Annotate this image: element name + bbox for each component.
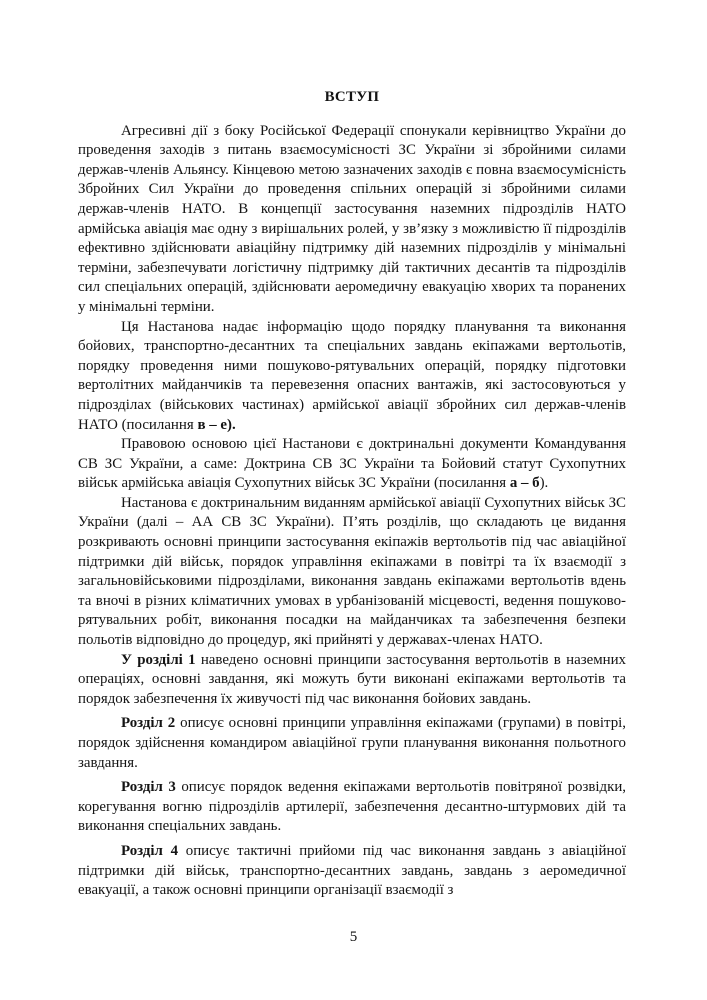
section-4-label: Розділ 4 bbox=[121, 842, 179, 859]
paragraph-intro: Агресивні дії з боку Російської Федерації спонукали керівництво України до проведення заходів з питань взаємосумісності ЗС України зі збройними силами держав-членів Альянсу. Кінцевою метою зазначених заходів є повна взаємосумісність Збройних Сил України до проведення спільних операцій зі збройними силами держав-членів НАТО. В концепції застосування наземних підрозділів НАТО армійська авіація має одну з вирішальних ролей, у зв’язку з можливістю її підрозділів ефективно здійснювати авіаційну підтримку дій наземних підрозділів у мінімальні терміни, забезпечувати логістичну підтримку дій тактичних десантів та підрозділів сил спеціальних операцій, здійснювати аеромедичну евакуацію хворих та поранених у мінімальні терміни. bbox=[78, 122, 626, 315]
paragraph-purpose bbox=[78, 318, 626, 436]
paragraph-purpose-text: Ця Настанова надає інформацію щодо порядку планування та виконання бойових, транспортно-десантних та спеціальних завдань екіпажами вертольотів, порядку проведення ними пошуково-рятувальних операцій, порядку підготовки вертолітних майданчиків та перевезення опасних вантажів, які застосовуються у підрозділах (військових частинах) армійської авіації збройних сил держав-членів НАТО (посилання bbox=[78, 318, 626, 433]
paragraph-legal-basis-tail: ). bbox=[539, 475, 549, 492]
section-4-text: описує тактичні прийоми під час виконання завдань з авіаційної підтримки дій військ, транспортно-десантних завдань, завдань з аеромедичної евакуації, а також основні принципи організації взаємодії з bbox=[78, 842, 626, 899]
section-3-text: описує порядок ведення екіпажами вертольотів повітряної розвідки, корегування вогню підрозділів артилерії, забезпечення десантно-штурмових дій та виконання спеціальних завдань. bbox=[78, 779, 627, 835]
section-3-label: Розділ 3 bbox=[121, 779, 176, 796]
paragraph-section-4 bbox=[78, 842, 626, 901]
paragraph-structure: Настанова є доктринальним виданням армійської авіації Сухопутних військ ЗС України (далі – АА СВ ЗС України). П’ять розділів, що складають це видання розкривають основні принципи застосування екіпажів вертольотів під час авіаційної підтримки дій військ, порядок управління екіпажами в повітрі та їх взаємодії з загальновійськовими підрозділами, виконання завдань екіпажами вертольотів вдень та вночі в різних кліматичних умовах в урбанізованій місцевості, ведення пошуково-рятувальних робіт, виконання посадки на майданчиках та забезпечення безпеки польотів відповідно до процедур, які прийняті у державах-членах НАТО. bbox=[78, 494, 626, 649]
paragraph-section-1 bbox=[78, 651, 626, 710]
paragraph-legal-basis bbox=[78, 435, 626, 494]
reference-a-b: а – б bbox=[509, 475, 540, 492]
paragraph-section-2 bbox=[78, 714, 626, 773]
page-title: ВСТУП bbox=[324, 89, 380, 105]
section-1-label: У розділі 1 bbox=[121, 651, 196, 668]
document-page bbox=[78, 88, 626, 988]
section-2-label: Розділ 2 bbox=[121, 715, 176, 732]
paragraph-section-3 bbox=[78, 778, 626, 837]
section-2-text: описує основні принципи управління екіпажами (групами) в повітрі, порядок здійснення командиром авіаційної групи планування виконання польотного завдання. bbox=[78, 715, 627, 771]
paragraph-legal-basis-text: Правовою основою цієї Настанови є доктринальні документи Командування СВ ЗС України, а саме: Доктрина СВ ЗС України та Бойовий статут Сухопутних військ армійська авіація Сухопутних військ ЗС України (посилання bbox=[78, 436, 626, 492]
section-1-text: наведено основні принципи застосування вертольотів в наземних операціях, основні завдання, які можуть бути виконані екіпажами вертольотів та порядок забезпечення їх живучості під час виконання бойових завдань. bbox=[78, 651, 626, 707]
page-number: 5 bbox=[349, 929, 358, 945]
reference-v-e: в – е). bbox=[197, 416, 236, 433]
